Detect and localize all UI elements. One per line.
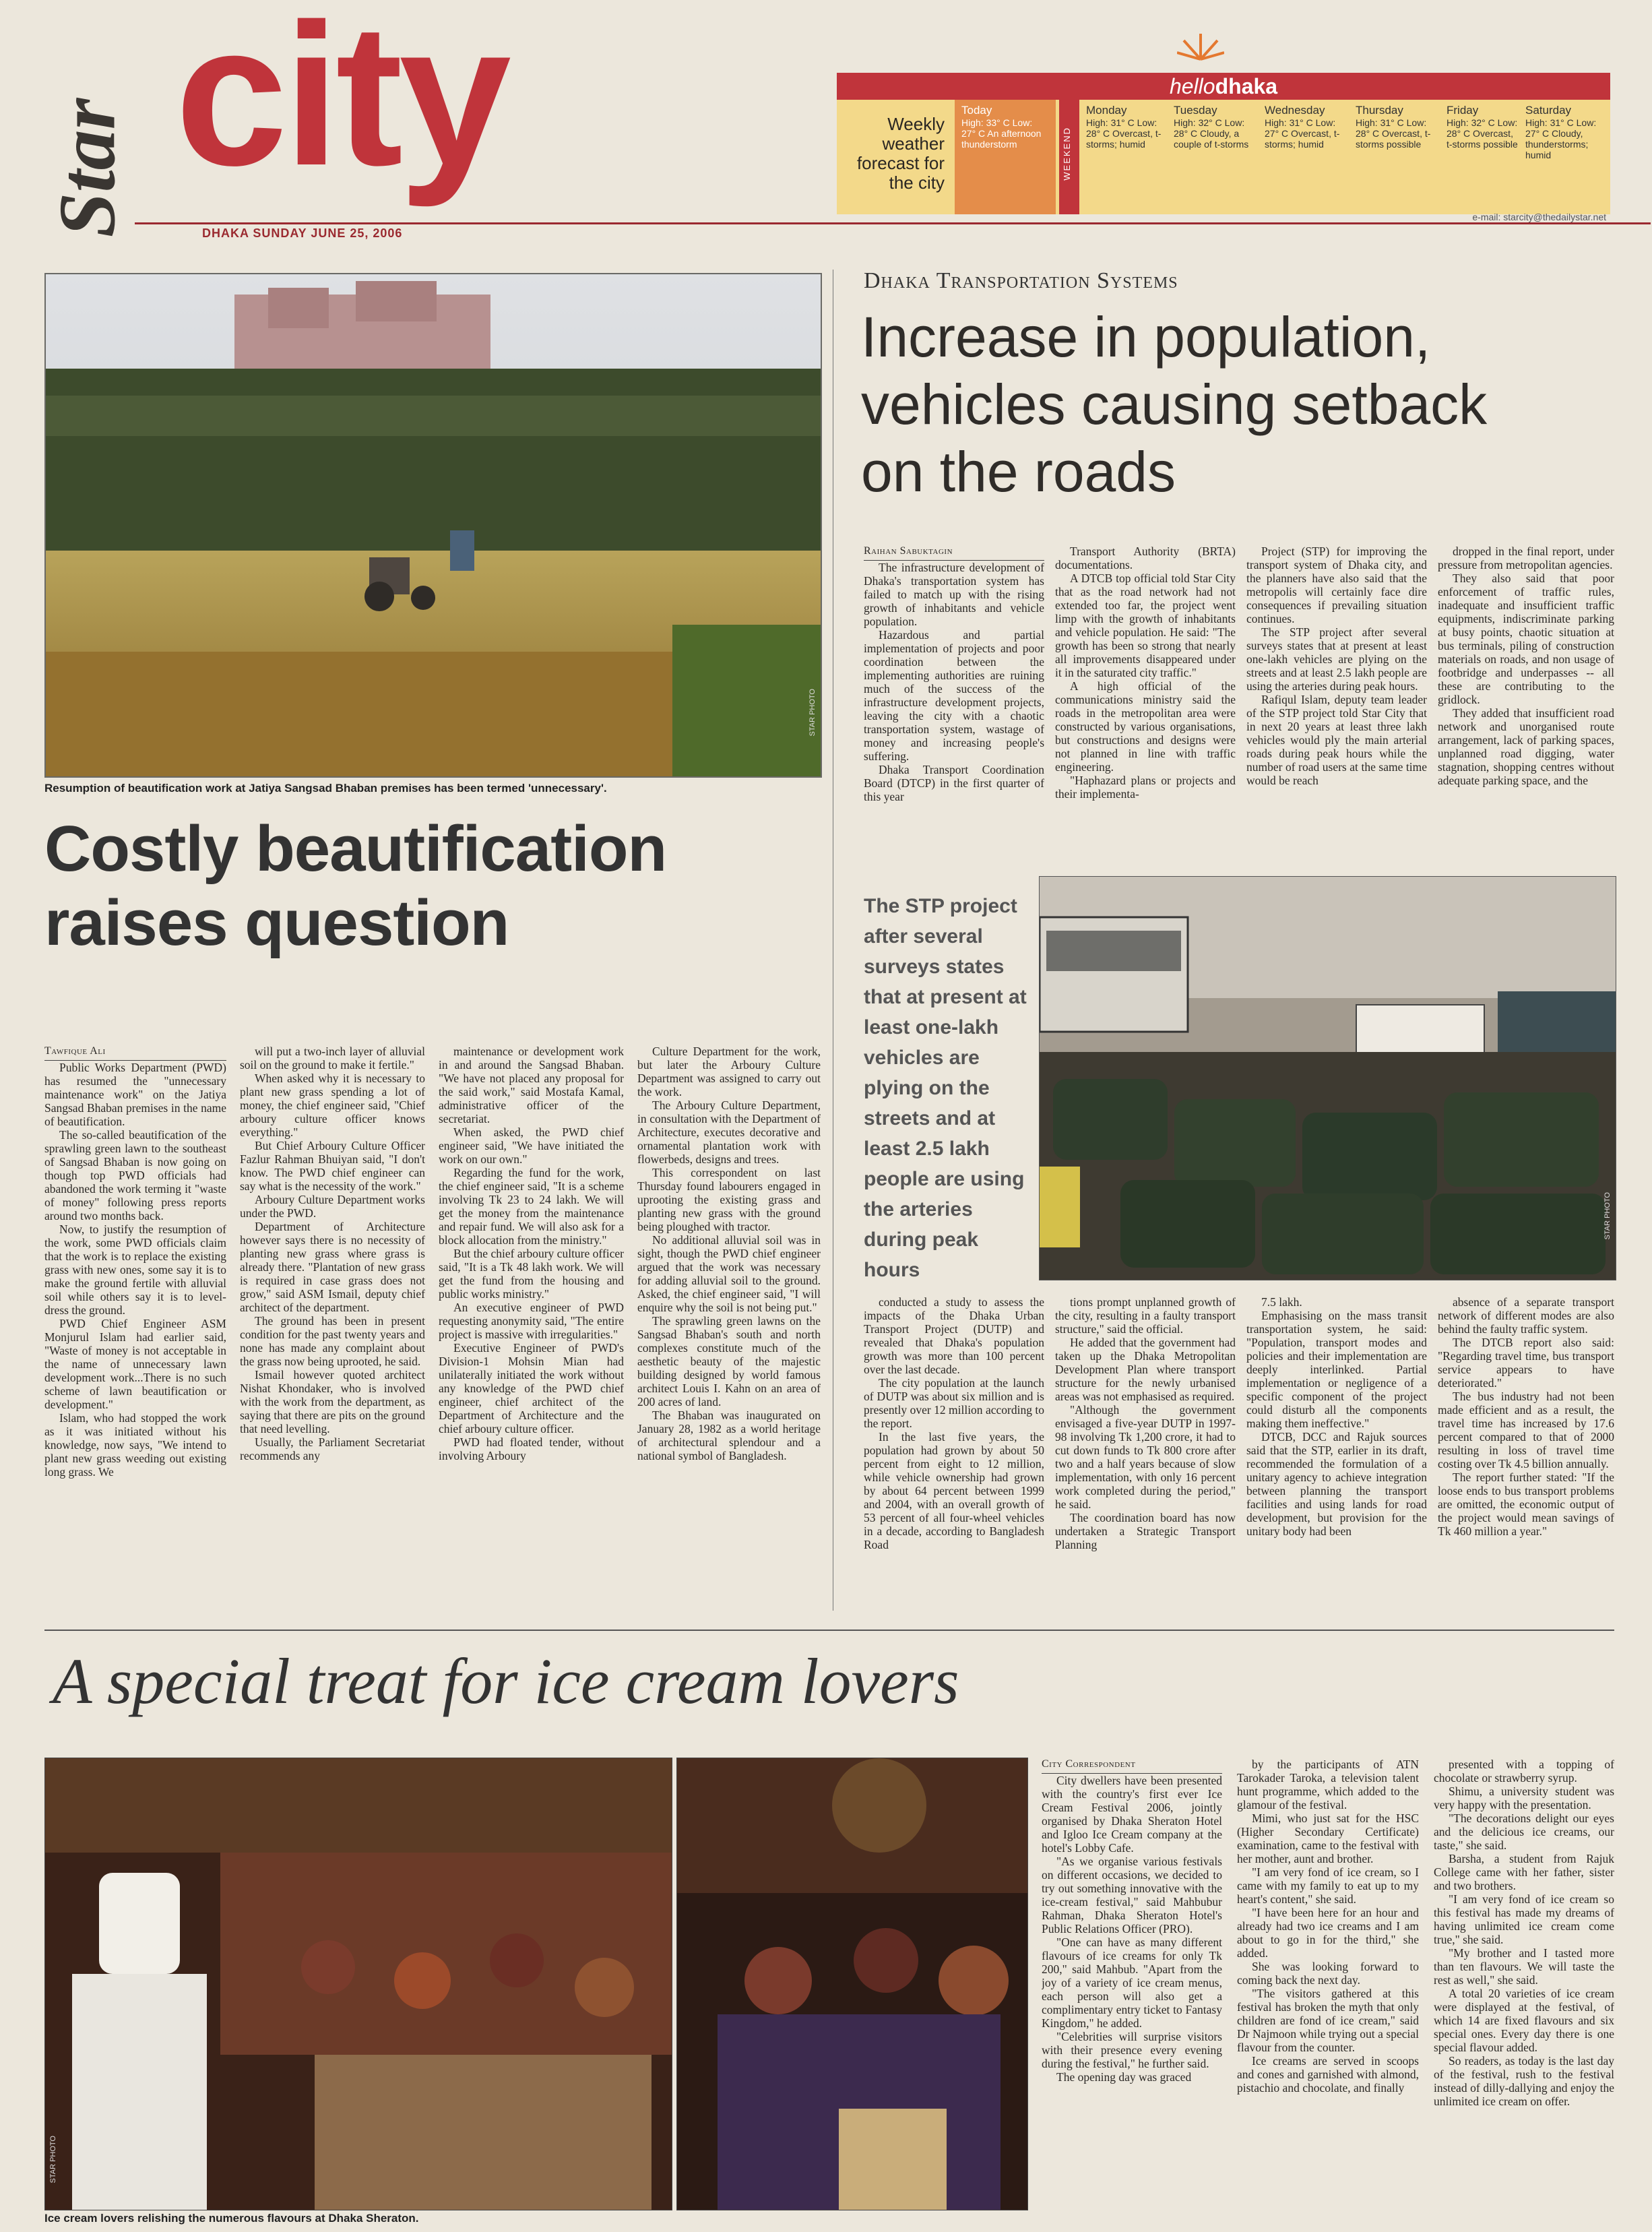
traffic-photo (1039, 876, 1616, 1280)
paragraph: Arboury Culture Department works under the PWD. (240, 1193, 425, 1220)
paragraph: She was looking forward to coming back the next day. (1237, 1960, 1419, 1987)
icecream-col2 (1237, 1758, 1419, 2229)
paragraph: presented with a topping of chocolate or strawberry syrup. (1434, 1758, 1614, 1785)
photo-credit: STAR PHOTO (49, 2135, 57, 2183)
paragraph: In the last five years, the population had grown by about 50 percent from eight to 12 million, while vehicle ownership had grown by about 64 percent between 1999 and 2004, with an overall growth of 53 percent of all four-wheel vehicles in a decade, according to Bangladesh Road (864, 1430, 1044, 1551)
weather-day-text: High: 32° C Low: 28° C Cloudy, a couple of t-storms (1174, 117, 1249, 150)
headline-line: on the roads (861, 440, 1176, 503)
paragraph: The Bhaban was inaugurated on January 28, 1982 as a world heritage of architectural splendour and a national symbol of Bangladesh. (637, 1408, 821, 1462)
paragraph: The so-called beautification of the sprawling green lawn to the southeast of Sangsad Bhaban is now going on though top PWD officials had abandoned the work terming it "waste of money" following press reports around two months back. (44, 1128, 226, 1222)
paragraph: The opening day was graced (1056, 2070, 1192, 2084)
beautification-col3 (439, 1045, 624, 1611)
transport-lower-col1 (864, 1295, 1044, 1612)
paragraph: An executive engineer of PWD requesting anonymity said, "The entire project is massive with irregularities." (439, 1301, 624, 1341)
paragraph: Ismail however quoted architect Nishat Khondaker, who is involved with the work from the department, as saying that there are pits on the ground that need levelling. (240, 1368, 425, 1435)
paragraph: Project (STP) for improving the transport system of Dhaka city, and the planners have also said that the metropolis will certainly face dire consequences if prevailing situation continues. (1246, 545, 1427, 625)
paragraph: "As we organise various festivals on different occasions, we decided to try out something innovative with the ice-cream festival," said Mahbubur Rahman, Dhaka Sheraton Hotel's Public Relations Officer (PRO). (1042, 1855, 1222, 1935)
paragraph: A DTCB top official told Star City that as the road network had not extended too far, the project went limp with the growth of inhabitants and vehicle population. He said: "The growth has been so strong that nearly all improvements disappeared under it in the saturated city traffic." (1055, 571, 1236, 679)
weather-day-label: Saturday (1525, 104, 1572, 117)
paragraph: by the participants of ATN Tarokader Taroka, a television talent hunt programme, which added to the glamour of the festival. (1237, 1758, 1419, 1811)
paragraph: The city population at the launch of DUTP was about six million and is presently over 12 million according to the report. (864, 1376, 1044, 1430)
weather-day-label: Tuesday (1174, 104, 1217, 117)
paragraph: But Chief Arboury Culture Officer Fazlur Rahman Bhuiyan said, "I don't know. The PWD chief engineer can say what is the necessity of the work." (240, 1139, 425, 1193)
paragraph: Islam, who had stopped the work as it was initiated without his knowledge, now says, "We intend to plant new grass weeding out existing long grass. We (44, 1411, 226, 1479)
paragraph: The coordination board has now undertaken a Strategic Transport Planning (1055, 1511, 1236, 1551)
paragraph: City dwellers have been presented with the country's first ever Ice Cream Festival 2006, jointly organised by Dhaka Sheraton Hotel and Igloo Ice Cream company at the hotel's Lobby Cafe. (1042, 1774, 1222, 1855)
paragraph: The STP project after several surveys states that at present at least one-lakh vehicles are plying on the streets and at least 2.5 lakh people are using the arteries during peak hours. (1246, 625, 1427, 693)
transport-kicker: Dhaka Transportation Systems (864, 268, 1178, 293)
paragraph: dropped in the final report, under pressure from metropolitan agencies. (1438, 545, 1614, 571)
icecream-col3 (1434, 1758, 1614, 2229)
dateline: DHAKA SUNDAY JUNE 25, 2006 (202, 226, 403, 240)
weather-day-label: Today (961, 104, 992, 117)
weather-wednesday (1265, 105, 1349, 150)
paragraph: A high official of the communications ministry said the roads in the metropolitan area were constructed by various organisations, but constructions and designs were not planned in line with traffic engineering. (1055, 679, 1236, 774)
weather-day-label: Friday (1447, 104, 1479, 117)
weather-day-label: Wednesday (1265, 104, 1325, 117)
transport-col3 (1246, 545, 1427, 865)
paragraph: They also said that poor enforcement of traffic rules, inadequate and insufficient traffic equipments, indiscriminate parking at busy points, chaotic situation at bus terminals, piling of construction materials on roads, and non usage of footbridge and underpasses -- all these are contributing to the gridlock. (1438, 571, 1614, 706)
paragraph: A total 20 varieties of ice cream were displayed at the festival, of which 14 are fixed flavours and six special ones. Every day there is one special flavour added. (1434, 1987, 1614, 2054)
paragraph: The ground has been in present condition for the past twenty years and none has made any complaint about the grass now being uprooted, he said. (240, 1314, 425, 1368)
paragraph: Mimi, who just sat for the HSC (Higher Secondary Certificate) examination, came to the festival with her mother, aunt and brother. (1237, 1811, 1419, 1865)
weather-day-label: Thursday (1356, 104, 1403, 117)
photo-caption: Resumption of beautification work at Jatiya Sangsad Bhaban premises has been termed 'unnecessary'. (44, 782, 607, 795)
banner-hello: hello (1169, 74, 1215, 98)
headline-icecream: A special treat for ice cream lovers (53, 1645, 959, 1717)
banner-dhaka: dhaka (1215, 74, 1278, 98)
paragraph: conducted a study to assess the impacts of the Dhaka Urban Transport Project (DUTP) and revealed that Dhaka's population growth was more than 100 percent over the last decade. (864, 1295, 1044, 1376)
headline-line: vehicles causing setback (861, 373, 1488, 436)
weather-thursday (1356, 105, 1440, 150)
paragraph: Public Works Department (PWD) has resumed the "unnecessary maintenance work" on the Jatiya Sangsad Bhaban premises in the name of beautification. (44, 1061, 226, 1128)
paragraph: "I have been here for an hour and already had two ice creams and I am about to go in for the third," she added. (1237, 1906, 1419, 1960)
paragraph: The DTCB report also said: "Regarding travel time, bus transport service appears to have deteriorated." (1438, 1336, 1614, 1390)
headline-line: Costly beautification (44, 813, 667, 885)
paragraph: "Although the government envisaged a five-year DUTP in 1997-98 involving Tk 1,200 crore, it had to cut down funds to Tk 800 crore after two and a half years because of slow implementation, with only 16 percent work completed during the period," he said. (1055, 1403, 1236, 1511)
paragraph: "I am very fond of ice cream so this festival has made my dreams of having unlimited ice cream come true," she said. (1434, 1892, 1614, 1946)
beautification-col4 (637, 1045, 821, 1611)
transport-lower-col2 (1055, 1295, 1236, 1612)
weekend-tab (1059, 100, 1079, 214)
weather-day-text: High: 31° C Low: 27° C Cloudy, thunderstorms; humid (1525, 117, 1597, 160)
weather-tuesday (1174, 105, 1258, 150)
paragraph: When asked, the PWD chief engineer said, "We have initiated the work on our own." (439, 1125, 624, 1166)
weather-day-text: High: 32° C Low: 28° C Overcast, t-storms possible (1447, 117, 1518, 150)
byline: Tawfique Ali (44, 1045, 226, 1061)
weather-monday (1086, 105, 1167, 150)
paragraph: No additional alluvial soil was in sight, though the PWD chief engineer argued that the work was necessary for adding alluvial soil to the ground. Asked, the chief engineer said, "I will enquire why the soil is not being put." (637, 1233, 821, 1314)
weather-day-text: High: 31° C Low: 28° C Overcast, t-storms; humid (1086, 117, 1162, 150)
paragraph: The report further stated: "If the loose ends to bus transport problems are omitted, the economic output of the project would mean savings of Tk 460 million a year." (1438, 1470, 1614, 1538)
paragraph: will put a two-inch layer of alluvial soil on the ground to make it fertile." (240, 1045, 425, 1072)
paragraph: The bus industry had not been made efficient and as a result, the travel time has increased by 17.6 percent compared to that of 2000 resulting in loss of travel time costing over Tk 4.5 billion annually. (1438, 1390, 1614, 1470)
photo-credit: STAR PHOTO (1603, 1191, 1612, 1239)
weather-box (837, 32, 1610, 228)
beautification-col2 (240, 1045, 425, 1611)
paragraph: Barsha, a student from Rajuk College came with her father, sister and two brothers. (1434, 1852, 1614, 1892)
paragraph: Regarding the fund for the work, the chief engineer said, "It is a scheme involving Tk 23 to 24 lakh. We will get the money from the maintenance and repair fund. We will also ask for a block allocation from the ministry." (439, 1166, 624, 1247)
paragraph: He added that the government had taken up the Dhaka Metropolitan Development Plan where transport structure for the newly urbanised areas was not emphasised as required. (1055, 1336, 1236, 1403)
weekend-label: WEEKEND (1062, 127, 1072, 181)
photo-credit: STAR PHOTO (808, 688, 817, 736)
paragraph: They added that insufficient road network and unorganised route arrangement, lack of parking spaces, unplanned road digging, water stagnation, shopping centres without adequate parking space, and the (1438, 706, 1614, 787)
headline-transport (861, 303, 1609, 505)
paragraph: The Arboury Culture Department, in consultation with the Department of Architecture, executes decorative and ornamental plantation work with flowerbeds, designs and trees. (637, 1098, 821, 1166)
paragraph: "Celebrities will surprise visitors with their presence every evening during the festival," he further said. (1042, 2030, 1222, 2070)
paragraph: 7.5 lakh. (1261, 1295, 1302, 1309)
paragraph: Ice creams are served in scoops and cones and garnished with almond, pistachio and chocolate, and finally (1237, 2054, 1419, 2095)
paragraph: DTCB, DCC and Rajuk sources said that the STP, earlier in its draft, recommended the formulation of a unitary agency to achieve integration between planning the transport facilities and using lands for road development, but provision for the unitary body had been (1246, 1430, 1427, 1538)
icecream-photo-left (44, 1758, 672, 2210)
paragraph: "One can have as many different flavours of ice creams for only Tk 200," said Mahbub. "Apart from the joy of a variety of ice cream menus, each person will also get a complimentary entry ticket to Fantasy Kingdom," he added. (1042, 1935, 1222, 2030)
paragraph: "My brother and I tasted more than ten flavours. We will taste the rest as well," she said. (1434, 1946, 1614, 1987)
paragraph: This correspondent on last Thursday found labourers engaged in uprooting the existing grass and planting new grass with the ground being ploughed with tractor. (637, 1166, 821, 1233)
photo-caption: Ice cream lovers relishing the numerous flavours at Dhaka Sheraton. (44, 2212, 419, 2225)
headline-line: Increase in population, (861, 305, 1431, 369)
heading-line: Weekly (887, 114, 945, 134)
paragraph: But the chief arboury culture officer said, "It is a Tk 48 lakh work. We will get the fund from the housing and public works ministry." (439, 1247, 624, 1301)
headline-beautification (44, 812, 819, 960)
pullquote: The STP project after several surveys states that at present at least one-lakh vehicles are plying on the streets and at least 2.5 lakh people are using the arteries during peak hours (864, 895, 1027, 1281)
weather-day-text: High: 31° C Low: 28° C Overcast, t-storms possible (1356, 117, 1431, 150)
brand-star: Star (42, 98, 132, 238)
transport-lower-col3 (1246, 1295, 1427, 1612)
paragraph: "The visitors gathered at this festival has broken the myth that only children are fond of ice cream," said Dr Najmoon while trying out a special flavour from the counter. (1237, 1987, 1419, 2054)
weather-day-label: Monday (1086, 104, 1127, 117)
byline: Raihan Sabuktagin (864, 545, 1044, 561)
paragraph: Culture Department for the work, but later the Arboury Culture Department was assigned to carry out the work. (637, 1045, 821, 1098)
sun-icon (1177, 32, 1224, 63)
paragraph: Department of Architecture however says there is no necessity of planting new grass where grass is already there. "Plantation of new grass is required in case grass does not grow," said ASM Ismail, deputy chief architect of the department. (240, 1220, 425, 1314)
paragraph: Dhaka Transport Coordination Board (DTCP) in the first quarter of this year (864, 763, 1044, 803)
paragraph: The sprawling green lawns on the Sangsad Bhaban's south and north complexes constitute much of the aesthetic beauty of the majestic building designed by world famous architect Louis I. Kahn on an area of 200 acres of land. (637, 1314, 821, 1408)
weather-friday (1447, 105, 1521, 150)
paragraph: Hazardous and partial implementation of projects and poor coordination between the implementing authorities are ruining much of the success of the infrastructure development projects, leaving the city with a chaotic transportation system, wastage of money and increasing people's suffering. (864, 628, 1044, 763)
section-rule (44, 1630, 1614, 1631)
paragraph: So readers, as today is the last day of the festival, rush to the festival instead of dilly-dallying and enjoy the unlimited ice cream on offer. (1434, 2054, 1614, 2108)
paragraph: Executive Engineer of PWD's Division-1 Mohsin Mian had unilaterally initiated the work without any knowledge of the PWD chief engineer, chief architect of the Department of Architecture and the chief arboury culture officer. (439, 1341, 624, 1435)
brand-city: city (175, 0, 507, 208)
paragraph: absence of a separate transport network of different modes are also behind the faulty traffic system. (1438, 1295, 1614, 1336)
paragraph: Emphasising on the mass transit transportation system, he said: "Population, transport modes and policies and their implementation are deeply interlinked. Partial implementation or negligence of a specific component of the project could disturb all the components making them ineffective." (1246, 1309, 1427, 1430)
paragraph: PWD Chief Engineer ASM Monjurul Islam had earlier said, "Waste of money is not acceptable in the name of unnecessary lawn development work...There is no such scheme of lawn beautification or development." (44, 1317, 226, 1411)
beautification-col1 (44, 1045, 226, 1611)
weather-banner (837, 73, 1610, 100)
icecream-col1 (1042, 1758, 1222, 2229)
parliament-photo (44, 273, 822, 778)
weather-heading (844, 115, 945, 193)
heading-line: forecast for (856, 153, 945, 173)
paragraph: Transport Authority (BRTA) documentations. (1055, 545, 1236, 571)
contact-email: e-mail: starcity@thedailystar.net (1472, 212, 1606, 222)
paragraph: The infrastructure development of Dhaka's transportation system has failed to match up with the rising growth of inhabitants and vehicle population. (864, 561, 1044, 628)
paragraph: Shimu, a university student was very happy with the presentation. (1434, 1785, 1614, 1811)
transport-lower-col4 (1438, 1295, 1614, 1612)
paragraph: tions prompt unplanned growth of the city, resulting in a faulty transport structure," said the official. (1055, 1295, 1236, 1336)
weather-table (837, 100, 1610, 214)
paragraph: Rafiqul Islam, deputy team leader of the STP project told Star City that in next 20 years at least three lakh vehicles would ply the main arterial roads during peak hours while the number of road users at the same time would be reach (1246, 693, 1427, 787)
paragraph: Usually, the Parliament Secretariat recommends any (240, 1435, 425, 1462)
paragraph: When asked why it is necessary to plant new grass spending a lot of money, the chief engineer said, "Chief arboury culture officer knows everything." (240, 1072, 425, 1139)
headline-line: raises question (44, 887, 509, 959)
today-cell (955, 100, 1056, 214)
paragraph: PWD had floated tender, without involving Arboury (439, 1435, 624, 1462)
paragraph: "I am very fond of ice cream, so I came with my family to eat up to my heart's content," she said. (1237, 1865, 1419, 1906)
star-logo (44, 47, 159, 243)
paragraph: maintenance or development work in and around the Sangsad Bhaban. "We have not placed any proposal for the said work," said Mostafa Kamal, administrative officer of the secretariat. (439, 1045, 624, 1125)
paragraph: "The decorations delight our eyes and the delicious ice creams, our taste," she said. (1434, 1811, 1614, 1852)
transport-col4 (1438, 545, 1614, 865)
weather-day-text: High: 31° C Low: 27° C Overcast, t-storms; humid (1265, 117, 1340, 150)
weather-day-text: High: 33° C Low: 27° C An afternoon thunderstorm (961, 117, 1042, 150)
paragraph: Now, to justify the resumption of the work, some PWD officials claim that the work is to replace the existing grass with new ones, some say it is to make the ground fertile with alluvial soil while others say it is to level-dress the ground. (44, 1222, 226, 1317)
icecream-photo-right (676, 1758, 1028, 2210)
transport-col1 (864, 545, 1044, 865)
heading-line: the city (889, 173, 945, 193)
paragraph: "Haphazard plans or projects and their implementa- (1055, 774, 1236, 801)
transport-col2 (1055, 545, 1236, 865)
byline: City Correspondent (1042, 1758, 1222, 1774)
weather-saturday (1525, 105, 1606, 160)
heading-line: weather (882, 133, 945, 154)
